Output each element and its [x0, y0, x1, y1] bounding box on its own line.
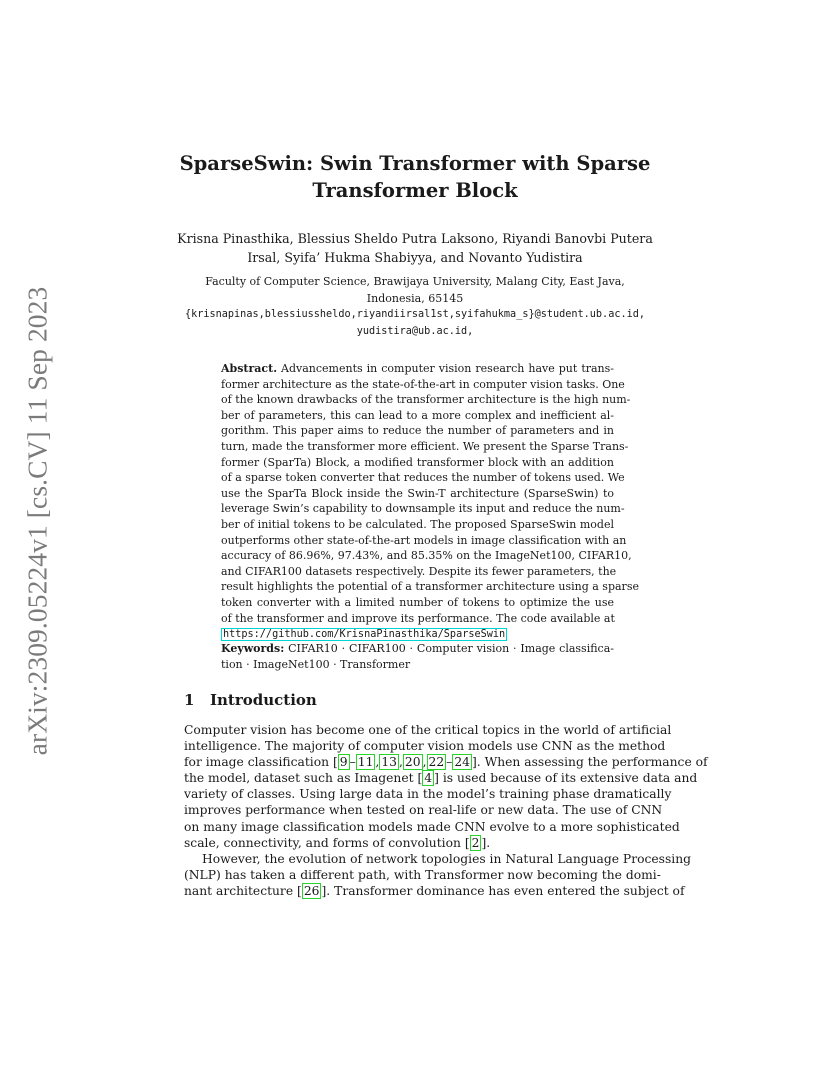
abstract-line: leverage Swin’s capability to downsample its input and reduce the num- [221, 502, 625, 516]
comma: , [375, 755, 380, 770]
section-number: 1 [184, 691, 195, 709]
abstract-line: and CIFAR100 datasets respectively. Despite its fewer parameters, the [221, 564, 617, 578]
body-text-segment: for image classification [184, 755, 333, 770]
github-link[interactable]: https://github.com/KrisnaPinasthika/SparseSwin [223, 629, 506, 641]
abstract-line: former (SparTa) Block, a modified transformer block with an addition [221, 455, 614, 469]
keywords-heading: Keywords: [221, 642, 285, 655]
title-line-1: SparseSwin: Swin Transformer with Sparse [179, 152, 651, 175]
abstract-line: of the transformer and improve its performance. The code available at [221, 611, 615, 625]
introduction-body [184, 722, 708, 899]
dash: – [446, 755, 453, 770]
body-line: on many image classification models made CNN evolve to a more sophisticated [184, 819, 680, 834]
abstract-line [221, 361, 614, 377]
abstract-line: use the SparTa Block inside the Swin-T architecture (SparseSwin) to [221, 486, 614, 500]
dash: – [349, 755, 356, 770]
abstract-line: of a sparse token converter that reduces the number of tokens used. We [221, 471, 625, 485]
comma: , [399, 755, 403, 770]
affiliation-block [140, 274, 690, 340]
citation-link[interactable]: 22 [428, 755, 445, 770]
comma: , [422, 755, 427, 770]
authors-line-1: Krisna Pinasthika, Blessius Sheldo Putra Laksono, Riyandi Banovbi Putera [177, 231, 653, 246]
body-line-with-citation: nant architecture [ 26 ]. Transformer dominance has even entered the subject of [184, 883, 685, 898]
abstract-line: ber of parameters, this can lead to a more complex and inefficient al- [221, 408, 614, 422]
author-emails-1: {krisnapinas,blessiussheldo,riyandiirsal1st,syifahukma_s}@student.ub.ac.id, [184, 309, 645, 320]
affiliation-line-2: Indonesia, 65145 [366, 291, 464, 305]
abstract-line: gorithm. This paper aims to reduce the number of parameters and in [221, 424, 614, 438]
body-text-segment: . Transformer dominance has even entered the subject of [326, 883, 685, 898]
citation-link[interactable]: 11 [357, 755, 374, 770]
body-line: improves performance when tested on real-life or new data. The use of CNN [184, 803, 663, 818]
citation-link[interactable]: 2 [471, 835, 480, 850]
body-text-segment: scale, connectivity, and forms of convolution [184, 835, 465, 850]
abstract-line-text: Advancements in computer vision research have put trans- [277, 362, 614, 375]
body-text-segment: . [486, 835, 491, 850]
body-line: However, the evolution of network topologies in Natural Language Processing [202, 851, 691, 866]
abstract-line: outperforms other state-of-the-art models in image classification with an [221, 533, 627, 547]
keywords-line-2: tion · ImageNet100 · Transformer [221, 658, 411, 671]
abstract-line: turn, made the transformer more efficient. We present the Sparse Trans- [221, 439, 629, 453]
abstract-line: result highlights the potential of a transformer architecture using a sparse [221, 580, 639, 594]
abstract-line: accuracy of 86.96%, 97.43%, and 85.35% on the ImageNet100, CIFAR10, [221, 549, 632, 563]
section-heading [184, 691, 317, 709]
section-title: Introduction [210, 691, 317, 709]
abstract-heading: Abstract. [221, 362, 278, 375]
author-list [150, 229, 680, 267]
abstract-line: token converter with a limited number of tokens to optimize the use [221, 595, 614, 609]
abstract [221, 361, 639, 642]
body-text-segment: nant architecture [184, 883, 298, 898]
title-line-2: Transformer Block [312, 179, 518, 202]
citation-link[interactable]: 4 [424, 771, 433, 786]
body-line-with-citation: scale, connectivity, and forms of convolution [ 2 ]. [184, 835, 491, 850]
citation-link[interactable]: 20 [404, 755, 421, 770]
body-line: variety of classes. Using large data in the model’s training phase dramatically [184, 787, 672, 802]
citation-link[interactable]: 9 [339, 755, 348, 770]
citation-link[interactable]: 13 [381, 755, 397, 770]
body-text-segment: is used because of its extensive data and [438, 771, 698, 786]
bracket: [ [332, 755, 338, 770]
affiliation-line-1: Faculty of Computer Science, Brawijaya University, Malang City, East Java, [205, 275, 625, 288]
body-text-segment: ]. When assessing the performance of [471, 755, 708, 770]
arxiv-id-text: arXiv:2309.05224v1 [cs.CV] 11 Sep 2023 [21, 286, 52, 756]
abstract-link-line [221, 626, 614, 642]
author-emails-2: yudistira@ub.ac.id, [356, 325, 474, 337]
body-line-with-citation: the model, dataset such as Imagenet [ 4 ] is used because of its extensive data and [184, 771, 698, 786]
abstract-line: former architecture as the state-of-the-art in computer vision tasks. One [221, 377, 625, 391]
abstract-line: of the known drawbacks of the transformer architecture is the high num- [221, 393, 631, 407]
body-text-segment: the model, dataset such as Imagenet [184, 771, 418, 786]
paper-title [150, 150, 680, 204]
citation-link[interactable]: 24 [454, 755, 470, 770]
authors-line-2: Irsal, Syifa’ Hukma Shabiyya, and Novanto Yudistira [247, 250, 583, 265]
body-line-with-citations [184, 754, 708, 770]
citation-link[interactable]: 26 [303, 883, 320, 898]
keywords-text: CIFAR10 · CIFAR100 · Computer vision · Image classifica- [284, 642, 614, 655]
abstract-line: ber of initial tokens to be calculated. The proposed SparseSwin model [221, 517, 614, 531]
arxiv-identifier-stamp [22, 286, 52, 756]
body-line: (NLP) has taken a different path, with Transformer now becoming the domi- [184, 867, 661, 882]
body-line: intelligence. The majority of computer vision models use CNN as the method [184, 739, 666, 754]
keywords [221, 641, 614, 673]
keywords-line-1 [221, 641, 614, 657]
body-line: Computer vision has become one of the critical topics in the world of artificial [184, 723, 672, 737]
